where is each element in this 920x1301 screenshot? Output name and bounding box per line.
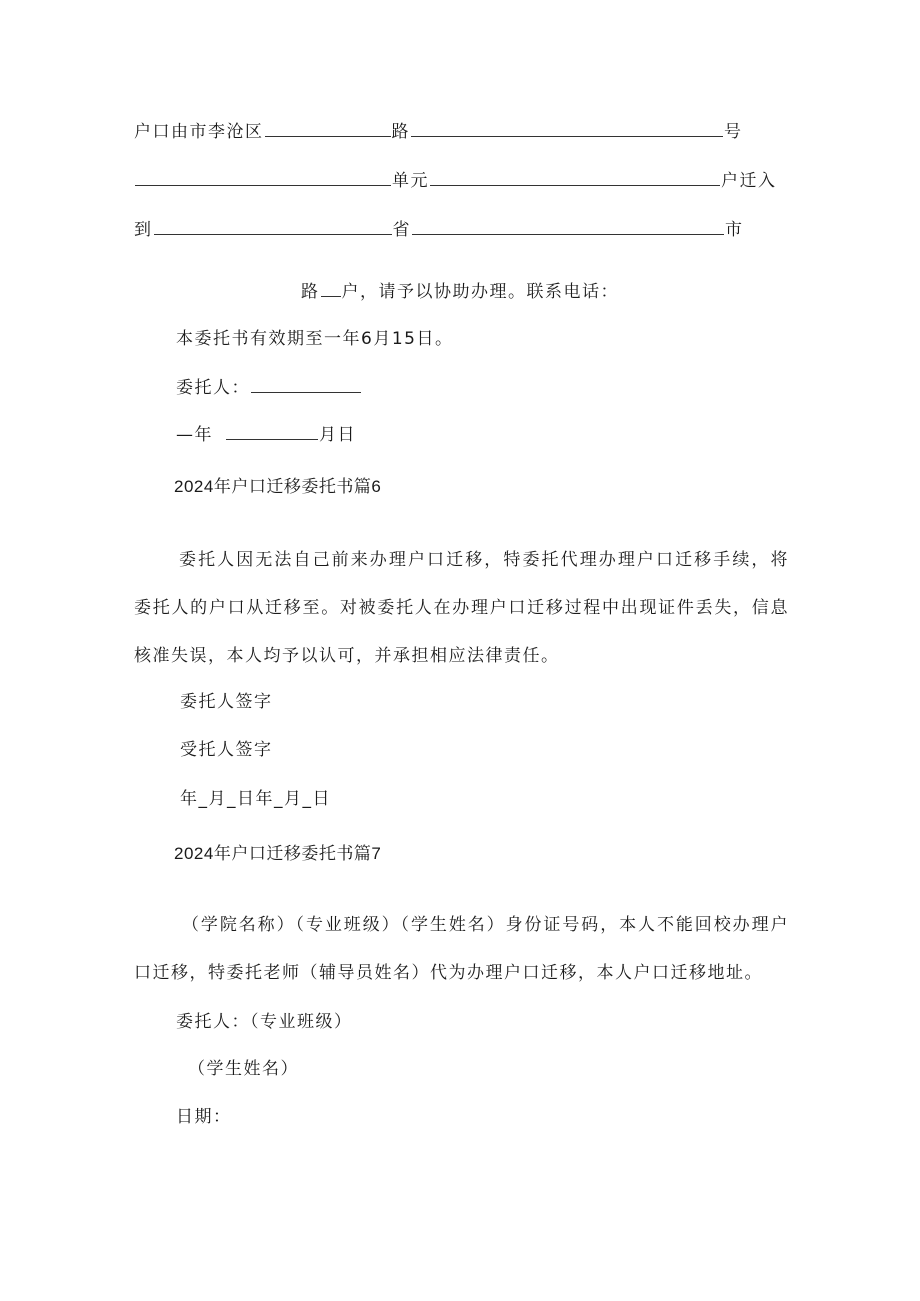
unit-blank [430,169,720,186]
date-line [176,423,356,447]
section6-heading: 2024年户口迁移委托书篇6 [174,477,382,496]
form-line-3 [134,218,744,242]
unit-text: 单元 [392,171,429,191]
province-blank [154,218,392,235]
to-text: 到 [134,220,153,240]
section6-body [134,536,789,680]
assist-request-text: 户，请予以协助办理。联系电话： [341,282,619,302]
road-text: 路 [391,122,410,142]
district-blank [265,120,391,137]
house-blank [321,280,341,297]
date-year-text: —年 [176,425,213,445]
city-text: 市 [725,220,744,240]
section7-student-name-text: （学生姓名） [188,1059,299,1079]
section7-principal-text: 委托人：（专业班级） [176,1012,353,1032]
principal-label: 委托人： [176,378,250,398]
validity-text: 本委托书有效期至一年6月15日。 [176,329,454,349]
section7-body-text: （学院名称）（专业班级）（学生姓名）身份证号码，本人不能回校办理户口迁移，特委托老师（辅导员姓名）代为办理户口迁移，本人户口迁移地址。 [134,915,789,983]
sign-principal-text: 委托人签字 [180,692,273,712]
sign-agent-text: 受托人签字 [180,740,273,760]
building-blank [135,169,391,186]
province-text: 省 [392,220,411,240]
section7-body [134,901,789,997]
road-text-2: 路 [301,282,320,302]
road-blank [411,120,723,137]
move-in-text: 户迁入 [721,171,777,191]
city-blank [412,218,724,235]
principal-blank [251,376,361,393]
section6-date-line: 年_月_日年_月_日 [180,789,331,809]
section7-date-label: 日期： [176,1107,232,1127]
number-text: 号 [724,122,743,142]
principal-line [176,376,362,400]
origin-district-text: 户口由市李沧区 [134,122,264,142]
section7-heading: 2024年户口迁移委托书篇7 [174,844,382,863]
section6-body-text: 委托人因无法自己前来办理户口迁移，特委托代理办理户口迁移手续，将委托人的户口从迁移至。对被委托人在办理户口迁移过程中出现证件丢失，信息核准失误，本人均予以认可，并承担相应法律责任。 [134,550,789,666]
form-line-4 [0,280,920,304]
form-line-2 [134,169,777,193]
date-month-day-text: 月日 [319,425,356,445]
date-blank [226,423,318,440]
form-line-1 [134,120,743,144]
